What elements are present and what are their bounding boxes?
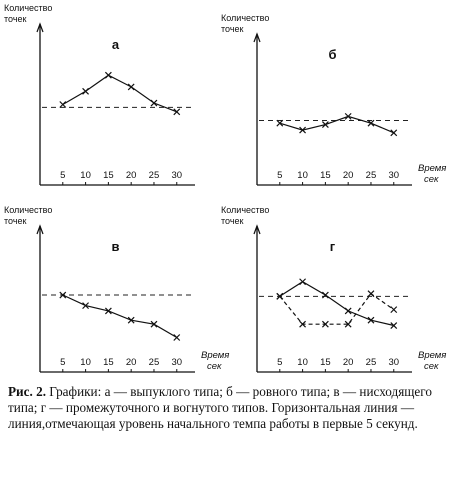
- data-point: [368, 120, 374, 126]
- data-point: [391, 130, 397, 136]
- data-point: [345, 308, 351, 314]
- x-axis-label-line-1: Время: [418, 350, 447, 361]
- x-tick-label: 25: [148, 357, 160, 368]
- chart-panel-3: [4, 205, 229, 372]
- panel-title: б: [328, 47, 337, 62]
- x-tick-label: 10: [80, 357, 91, 368]
- x-axis-label-line-1: Время: [418, 163, 447, 174]
- series-line-2: [280, 294, 394, 325]
- x-tick-label: 30: [388, 357, 400, 368]
- caption-text: Графики: а — выпуклого типа; б — ровного типа; в — нисходящего типа; г — промежуточного и вогнутого типов. Горизонтальная линия — линия,отмечающая уровень начального темпа работы в первые 5 секунд.: [8, 384, 432, 431]
- x-tick-label: 30: [171, 357, 183, 368]
- x-tick-label: 25: [148, 170, 160, 181]
- x-tick-label: 15: [320, 357, 331, 368]
- x-tick-label: 25: [365, 170, 377, 181]
- data-point: [368, 291, 374, 297]
- series-line-1: [63, 295, 177, 338]
- y-axis-label-line-1: Количество: [4, 3, 53, 13]
- x-tick-label: 25: [365, 357, 377, 368]
- x-axis-label-line-2: сек: [207, 361, 222, 372]
- data-point: [174, 334, 180, 340]
- x-tick-label: 20: [125, 357, 137, 368]
- data-point: [128, 84, 134, 90]
- data-point: [345, 113, 351, 119]
- y-axis-label-line-1: Количество: [221, 13, 270, 23]
- chart-panel-2: [221, 13, 446, 185]
- x-tick-label: 15: [103, 170, 114, 181]
- panel-title: в: [111, 239, 120, 254]
- data-point: [391, 307, 397, 313]
- y-axis-label-line-2: точек: [4, 14, 27, 24]
- chart-panel-4: [221, 205, 446, 372]
- x-tick-label: 10: [297, 170, 308, 181]
- x-tick-label: 15: [103, 357, 114, 368]
- x-tick-label: 30: [171, 170, 183, 181]
- data-point: [300, 279, 306, 285]
- x-tick-label: 20: [125, 170, 137, 181]
- x-tick-label: 30: [388, 170, 400, 181]
- panel-title: а: [111, 37, 120, 52]
- y-axis-label-line-1: Количество: [221, 205, 270, 215]
- panel-title: г: [329, 239, 336, 254]
- x-tick-label: 5: [277, 170, 283, 181]
- y-axis-label-line-2: точек: [4, 216, 27, 226]
- figure-caption: [8, 384, 456, 432]
- data-point: [105, 72, 111, 78]
- chart-panel-1: [4, 3, 195, 185]
- x-tick-label: 10: [80, 170, 91, 181]
- caption-lead: Рис. 2.: [8, 384, 46, 399]
- data-point: [60, 102, 66, 108]
- y-axis-label-line-2: точек: [221, 24, 244, 34]
- y-axis-label-line-2: точек: [221, 216, 244, 226]
- x-tick-label: 10: [297, 357, 308, 368]
- y-axis-label-line-1: Количество: [4, 205, 53, 215]
- x-tick-label: 20: [342, 357, 354, 368]
- x-tick-label: 5: [60, 170, 66, 181]
- data-point: [83, 88, 89, 94]
- data-point: [174, 109, 180, 115]
- series-line-1: [63, 75, 177, 112]
- x-tick-label: 20: [342, 170, 354, 181]
- data-point: [151, 100, 157, 106]
- x-axis-label-line-2: сек: [424, 361, 439, 372]
- x-axis-label-line-1: Время: [201, 350, 230, 361]
- x-tick-label: 15: [320, 170, 331, 181]
- series-line-1: [280, 282, 394, 326]
- x-tick-label: 5: [60, 357, 66, 368]
- x-axis-label-line-2: сек: [424, 174, 439, 185]
- series-line-1: [280, 116, 394, 132]
- data-point: [322, 292, 328, 298]
- x-tick-label: 5: [277, 357, 283, 368]
